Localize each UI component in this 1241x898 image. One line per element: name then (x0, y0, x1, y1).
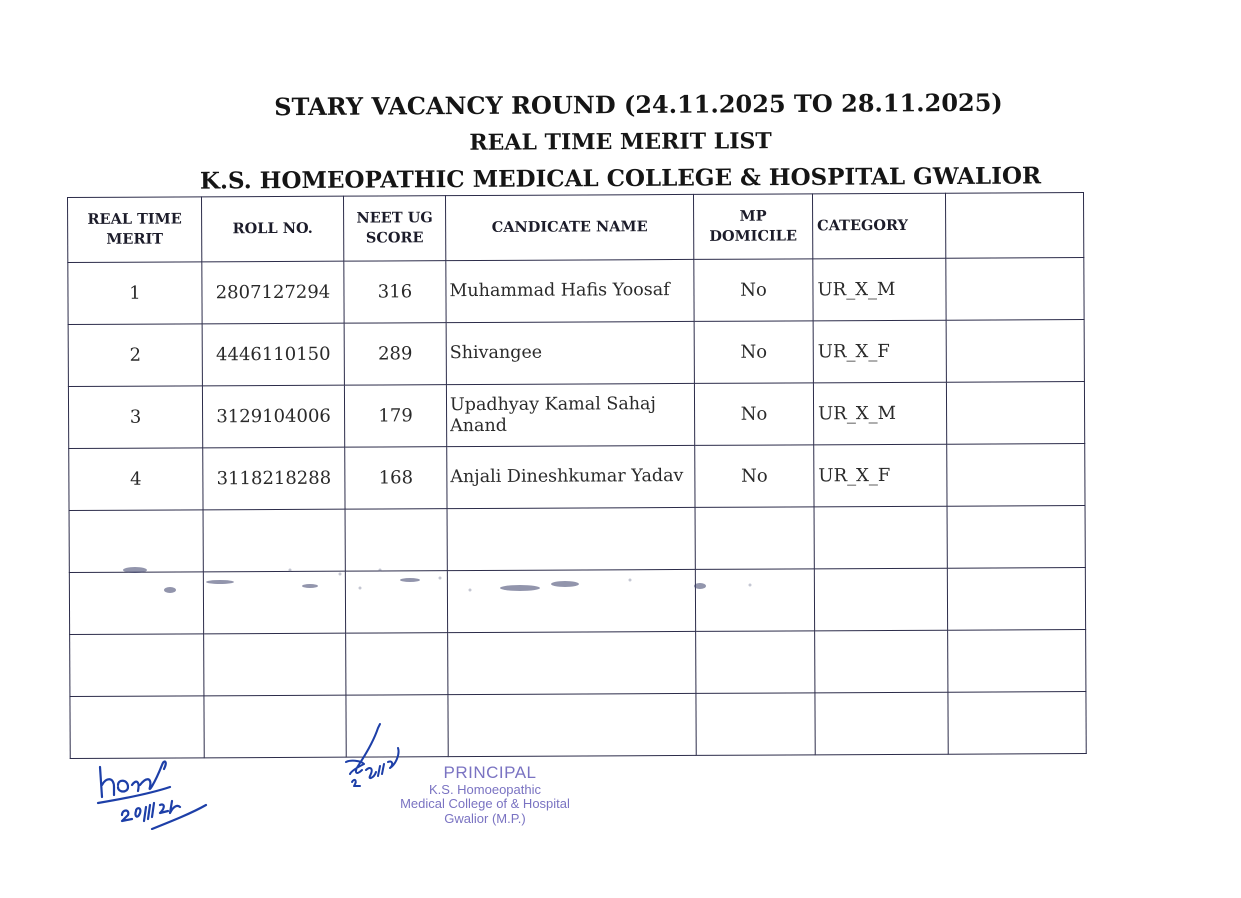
stamp-title: PRINCIPAL (443, 763, 537, 782)
column-header-name: CANDICATE NAME (445, 194, 693, 260)
cell-roll-no: 4446110150 (202, 323, 344, 386)
column-header-blank (945, 193, 1083, 259)
cell-candidate-name: Anjali Dineshkumar Yadav (447, 445, 695, 508)
cell-blank (947, 568, 1085, 631)
cell-roll-no (203, 509, 345, 572)
cell-domicile: No (694, 321, 813, 384)
cell-merit: 3 (68, 386, 202, 449)
cell-candidate-name (448, 693, 696, 756)
cell-blank (948, 630, 1086, 693)
cell-score (346, 633, 448, 695)
cell-category (814, 506, 947, 569)
cell-category: UR_X_M (813, 382, 946, 445)
cell-category (815, 692, 948, 755)
cell-merit (70, 696, 204, 759)
stamp-line-2: Medical College of & Hospital (400, 796, 570, 812)
cell-score: 179 (344, 385, 446, 447)
cell-merit: 4 (69, 448, 203, 511)
cell-merit (69, 572, 203, 635)
cell-blank (947, 444, 1085, 507)
table-row (70, 692, 1086, 759)
column-header-roll-no: ROLL NO. (202, 196, 344, 262)
cell-merit (69, 510, 203, 573)
merit-list-table-container (67, 192, 1086, 759)
cell-domicile (696, 693, 815, 756)
cell-blank (946, 382, 1084, 445)
cell-merit: 1 (68, 262, 202, 325)
cell-category: UR_X_F (814, 444, 947, 507)
table-header-row (68, 193, 1084, 263)
document-title-list: REAL TIME MERIT LIST (469, 128, 772, 156)
column-header-domicile: MP DOMICILE (693, 194, 812, 260)
column-header-category: CATEGORY (812, 193, 945, 259)
cell-blank (948, 692, 1086, 755)
stamp-line-3: Gwalior (M.P.) (444, 811, 526, 827)
cell-score (345, 509, 447, 571)
cell-blank (946, 258, 1084, 321)
table-row (70, 630, 1086, 697)
cell-candidate-name: Upadhyay Kamal Sahaj Anand (446, 383, 694, 446)
cell-score: 289 (344, 323, 446, 385)
cell-roll-no (204, 633, 346, 696)
document-title-round: STARY VACANCY ROUND (24.11.2025 TO 28.11.2025) (274, 87, 1003, 122)
cell-domicile (696, 631, 815, 694)
table-row (69, 506, 1085, 573)
cell-domicile: No (695, 445, 814, 508)
cell-domicile: No (694, 259, 813, 322)
cell-blank (946, 320, 1084, 383)
table-row (69, 568, 1085, 635)
cell-domicile (695, 507, 814, 570)
cell-roll-no (203, 571, 345, 634)
table-row (68, 320, 1084, 387)
cell-candidate-name: Muhammad Hafis Yoosaf (446, 259, 694, 322)
principal-stamp (380, 763, 590, 827)
cell-domicile: No (694, 383, 813, 446)
cell-score (345, 571, 447, 633)
cell-roll-no: 3129104006 (202, 385, 344, 448)
cell-blank (947, 506, 1085, 569)
column-header-merit: REAL TIME MERIT (68, 197, 202, 263)
document-title-college: K.S. HOMEOPATHIC MEDICAL COLLEGE & HOSPITAL GWALIOR (199, 162, 1042, 195)
cell-category (815, 630, 948, 693)
cell-category (814, 568, 947, 631)
table-body (68, 258, 1086, 759)
stamp-line-1: K.S. Homoeopathic (428, 781, 541, 797)
column-header-score: NEET UG SCORE (343, 196, 445, 261)
cell-roll-no (204, 695, 346, 758)
signature-left (92, 755, 222, 830)
cell-merit (70, 634, 204, 697)
merit-list-table (67, 192, 1087, 759)
table-row (69, 444, 1085, 511)
cell-score: 168 (345, 447, 447, 509)
table-row (68, 258, 1084, 325)
cell-roll-no: 3118218288 (203, 447, 345, 510)
cell-candidate-name: Shivangee (446, 321, 694, 384)
cell-score: 316 (344, 261, 446, 323)
cell-category: UR_X_F (813, 320, 946, 383)
table-row (68, 382, 1084, 449)
cell-candidate-name (448, 631, 696, 694)
cell-domicile (695, 569, 814, 632)
cell-category: UR_X_M (813, 258, 946, 321)
cell-candidate-name (447, 569, 695, 632)
cell-merit: 2 (68, 324, 202, 387)
cell-candidate-name (447, 507, 695, 570)
cell-roll-no: 2807127294 (202, 261, 344, 324)
